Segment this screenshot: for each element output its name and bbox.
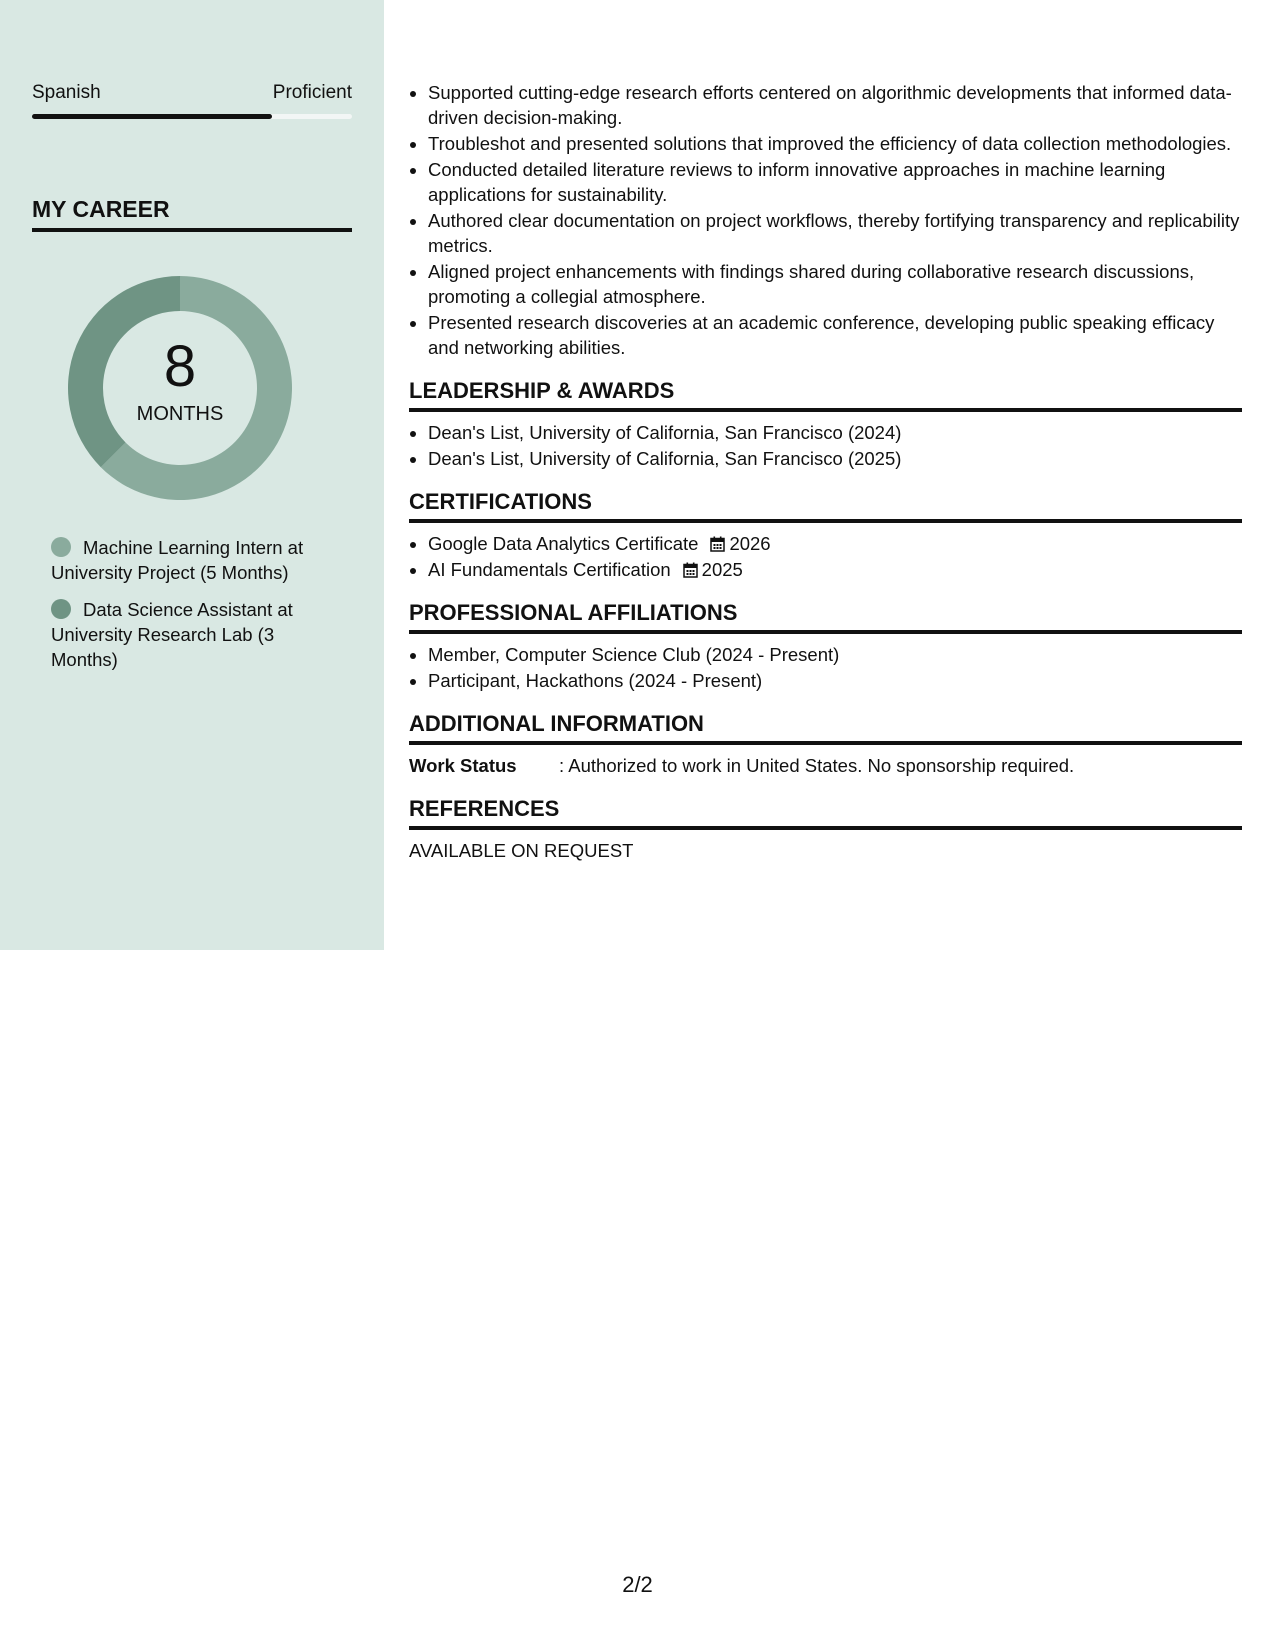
references-text: AVAILABLE ON REQUEST	[409, 840, 634, 861]
work-status-value: : Authorized to work in United States. No sponsorship required.	[559, 755, 1075, 776]
certification-name: Google Data Analytics Certificate	[428, 533, 699, 554]
experience-bullets	[409, 80, 1242, 360]
certifications-heading: CERTIFICATIONS	[409, 489, 1242, 523]
certification-year: 2026	[729, 533, 771, 554]
affiliations-heading: PROFESSIONAL AFFILIATIONS	[409, 600, 1242, 634]
list-item: • Participant, Hackathons (2024 - Present)	[428, 668, 1242, 693]
list-item: • Member, Computer Science Club (2024 - Present)	[428, 642, 1242, 667]
work-status-row	[409, 753, 1242, 778]
legend-dot-icon	[51, 599, 71, 619]
list-item: • Conducted detailed literature reviews to inform innovative approaches in machine learning applications for sustainability.	[428, 157, 1242, 207]
career-donut-chart	[62, 270, 298, 506]
list-item: • Authored clear documentation on project workflows, thereby fortifying transparency and replicability metrics.	[428, 208, 1242, 258]
list-item: • Presented research discoveries at an academic conference, developing public speaking efficacy and networking abilities.	[428, 310, 1242, 360]
list-item: • Supported cutting-edge research efforts centered on algorithmic developments that informed data-driven decision-making.	[428, 80, 1242, 130]
calendar-icon	[683, 562, 698, 578]
career-item-label: Data Science Assistant at University Research Lab (3 Months)	[51, 599, 293, 670]
sidebar	[0, 0, 384, 950]
certification-year: 2025	[701, 559, 743, 580]
language-proficiency-bar	[32, 114, 352, 119]
certification-date	[710, 533, 770, 554]
references-heading: REFERENCES	[409, 796, 1242, 830]
certification-item	[428, 557, 1242, 582]
certification-name: AI Fundamentals Certification	[428, 559, 671, 580]
career-legend-item	[51, 597, 331, 672]
language-level: Proficient	[272, 82, 352, 103]
certification-item	[428, 531, 1242, 556]
affiliations-list	[409, 642, 1242, 693]
career-total-unit: MONTHS	[136, 403, 224, 425]
language-proficiency-fill	[32, 114, 272, 119]
certification-date	[683, 559, 743, 580]
page-number: 2/2	[622, 1572, 653, 1597]
career-legend-item	[51, 535, 331, 585]
career-total-value: 8	[163, 334, 197, 399]
language-name: Spanish	[32, 82, 101, 103]
leadership-heading: LEADERSHIP & AWARDS	[409, 378, 1242, 412]
list-item: • Troubleshot and presented solutions that improved the efficiency of data collection methodologies.	[428, 131, 1242, 156]
leadership-list	[409, 420, 1242, 471]
list-item: • Dean's List, University of California, San Francisco (2025)	[428, 446, 1242, 471]
work-status-label: Work Status	[409, 755, 517, 776]
additional-info-heading: ADDITIONAL INFORMATION	[409, 711, 1242, 745]
career-legend	[51, 535, 331, 684]
legend-dot-icon	[51, 537, 71, 557]
career-heading: MY CAREER	[32, 196, 352, 232]
calendar-icon	[710, 536, 725, 552]
certifications-list	[409, 531, 1242, 582]
career-item-label: Machine Learning Intern at University Project (5 Months)	[51, 537, 304, 583]
language-row	[32, 82, 352, 104]
list-item: • Aligned project enhancements with findings shared during collaborative research discussions, promoting a collegial atmosphere.	[428, 259, 1242, 309]
main-content	[409, 80, 1242, 863]
list-item: • Dean's List, University of California, San Francisco (2024)	[428, 420, 1242, 445]
